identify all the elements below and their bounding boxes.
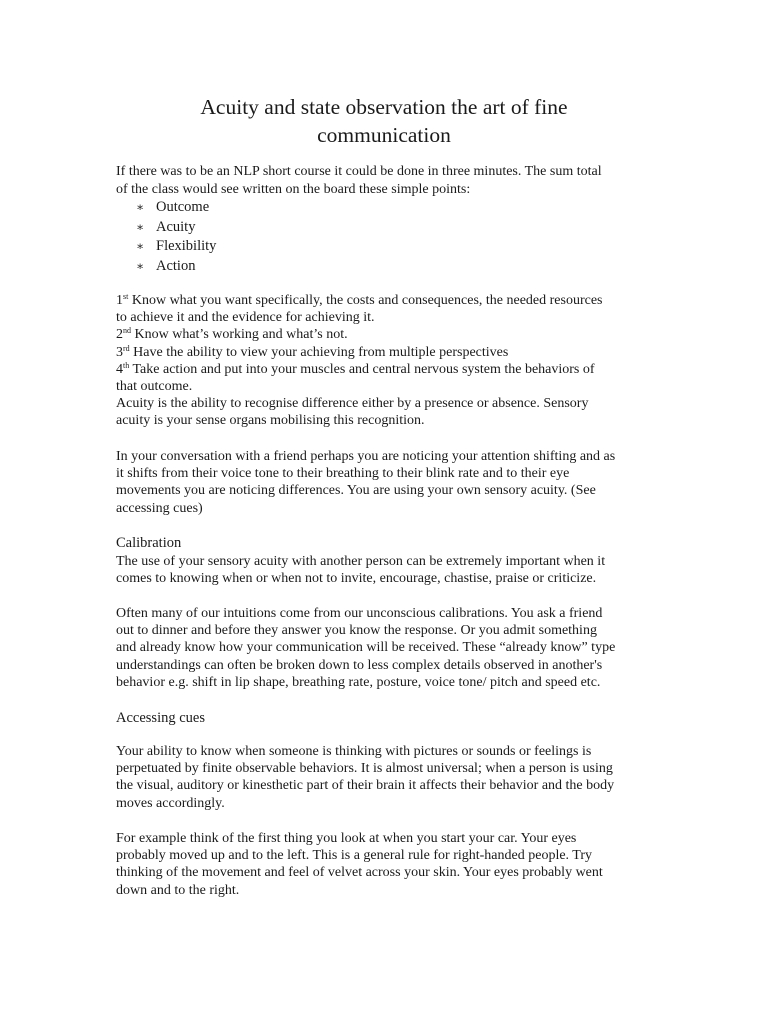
list-item-label: Action (156, 257, 196, 274)
step-2-ordinal: nd (123, 326, 131, 336)
list-item (136, 198, 216, 218)
step-3-ordinal: rd (123, 343, 130, 353)
paragraph-line: it shifts from their voice tone to their breathing to their blink rate and to their eye (116, 466, 570, 482)
step-4-text: Take action and put into your muscles and central nervous system the behaviors of (129, 361, 595, 377)
paragraph-line: Your ability to know when someone is thinking with pictures or sounds or feelings is (116, 744, 592, 759)
calibration-heading: Calibration (116, 535, 182, 551)
asterisk-bullet-icon: ∗ (136, 219, 145, 234)
list-item-label: Acuity (156, 218, 196, 235)
step-3-text: Have the ability to view your achieving from multiple perspectives (129, 344, 509, 360)
paragraph-line: For example think of the first thing you look at when you start your car. Your eyes (116, 831, 577, 846)
acuity-line: acuity is your sense organs mobilising this recognition. (116, 413, 425, 429)
step-3-number: 3 (116, 344, 123, 360)
paragraph-line: In your conversation with a friend perhaps you are noticing your attention shifting and as (116, 449, 616, 464)
paragraph-line: perpetuated by finite observable behaviors. It is almost universal; when a person is using (116, 761, 613, 777)
accessing-paragraph-2 (116, 830, 661, 899)
accessing-paragraph-1 (116, 743, 661, 812)
asterisk-bullet-icon: ∗ (136, 239, 145, 253)
list-item-label: Flexibility (156, 238, 217, 254)
step-4-ordinal: th (123, 360, 130, 370)
step-4-number: 4 (116, 361, 123, 377)
calibration-paragraph (116, 553, 661, 587)
document-title (116, 93, 652, 149)
list-item (136, 218, 216, 238)
step-1-text: Know what you want specifically, the costs and consequences, the needed resources (128, 293, 603, 308)
paragraph-line: down and to the right. (116, 882, 240, 898)
step-1-line-2: to achieve it and the evidence for achieving it. (116, 310, 375, 326)
intro-paragraph (116, 163, 661, 198)
intro-line: of the class would see written on the board these simple points: (116, 181, 471, 197)
step-1-line (116, 292, 661, 309)
list-item (136, 237, 216, 257)
step-2-text: Know what’s working and what’s not. (131, 327, 348, 343)
paragraph-line: The use of your sensory acuity with another person can be extremely important when it (116, 554, 606, 569)
asterisk-bullet-icon: ∗ (136, 258, 145, 273)
points-list (136, 198, 216, 276)
paragraph-line: understandings can often be broken down to less complex details observed in another's (116, 657, 603, 673)
paragraph-line: the visual, auditory or kinesthetic part of their brain it affects their behavior and the body (116, 778, 615, 794)
intro-line: If there was to be an NLP short course it could be done in three minutes. The sum total (116, 164, 602, 179)
title-line-1: Acuity and state observation the art of fine (200, 95, 568, 119)
step-1-number: 1 (116, 293, 123, 308)
list-item-label: Outcome (156, 199, 210, 215)
accessing-cues-heading: Accessing cues (116, 710, 205, 726)
step-2-line (116, 326, 661, 343)
steps-block (116, 292, 661, 430)
paragraph-line: moves accordingly. (116, 795, 225, 811)
conversation-paragraph (116, 448, 661, 517)
paragraph-line: probably moved up and to the left. This is a general rule for right-handed people. Try (116, 848, 593, 864)
asterisk-bullet-icon: ∗ (136, 200, 145, 214)
paragraph-line: Often many of our intuitions come from our unconscious calibrations. You ask a friend (116, 606, 603, 621)
step-4-line (116, 361, 661, 378)
step-4-line-2: that outcome. (116, 379, 193, 395)
intuitions-paragraph (116, 605, 661, 691)
step-1-ordinal: st (123, 292, 129, 301)
paragraph-line: and already know how your communication will be received. These “already know” type (116, 640, 616, 656)
paragraph-line: accessing cues) (116, 500, 203, 516)
paragraph-line: behavior e.g. shift in lip shape, breathing rate, posture, voice tone/ pitch and speed etc. (116, 674, 601, 690)
paragraph-line: thinking of the movement and feel of velvet across your skin. Your eyes probably went (116, 865, 603, 881)
step-3-line (116, 344, 661, 361)
paragraph-line: movements you are noticing differences. You are using your own sensory acuity. (See (116, 483, 596, 499)
acuity-line: Acuity is the ability to recognise difference either by a presence or absence. Sensory (116, 396, 589, 412)
list-item (136, 257, 216, 277)
title-line-2: communication (317, 123, 451, 147)
paragraph-line: out to dinner and before they answer you know the response. Or you admit something (116, 623, 597, 639)
step-2-number: 2 (116, 327, 123, 343)
paragraph-line: comes to knowing when or when not to invite, encourage, chastise, praise or criticize. (116, 571, 597, 587)
